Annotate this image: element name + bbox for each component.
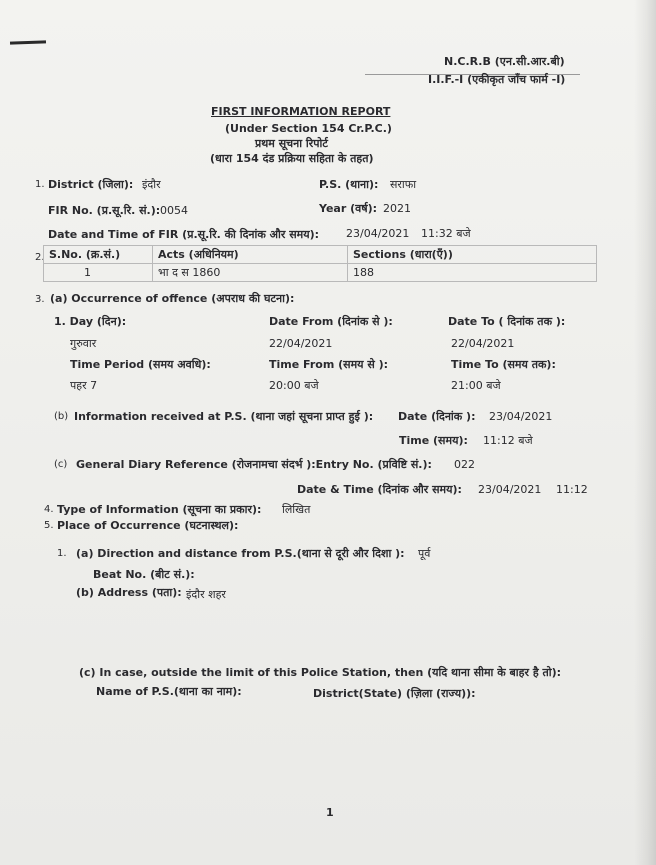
row-sno: 1 — [44, 264, 153, 282]
direction-value: पूर्व — [418, 547, 431, 560]
gd-entry-value: 022 — [454, 458, 475, 471]
year-label: Year (वर्ष): — [319, 202, 378, 215]
section-5-number: 5. — [44, 520, 54, 531]
hindi-title: प्रथम सूचना रिपोर्ट — [255, 137, 328, 150]
ncrb-code: N.C.R.B (एन.सी.आर.बी) — [444, 55, 565, 68]
hindi-section: (धारा 154 दंड प्रक्रिया सहिता के तहत) — [210, 152, 374, 165]
info-date-value: 23/04/2021 — [489, 410, 553, 423]
under-section: (Under Section 154 Cr.P.C.) — [225, 122, 392, 135]
address-value: इंदौर शहर — [186, 588, 226, 601]
date-to-value: 22/04/2021 — [451, 337, 515, 350]
address-label: (b) Address (पता): — [76, 586, 182, 599]
date-from-value: 22/04/2021 — [269, 337, 333, 350]
time-to-label: Time To (समय तक): — [451, 358, 556, 371]
year-value: 2021 — [383, 202, 411, 215]
page-number: 1 — [326, 806, 334, 819]
outside-limit-label: (c) In case, outside the limit of this Police Station, then (यदि थाना सीमा के बाहर है तो): — [79, 666, 562, 679]
header-sections: Sections (धारा(एँ)) — [348, 246, 597, 264]
ps-label: P.S. (थाना): — [319, 178, 379, 191]
acts-table-header — [44, 246, 597, 264]
header-sno: S.No. (क्र.सं.) — [44, 246, 153, 264]
gd-reference-label: General Diary Reference (रोजनामचा संदर्भ ):Entry No. (प्रविष्टि सं.): — [76, 458, 432, 471]
time-from-value: 20:00 बजे — [269, 379, 319, 392]
header-acts: Acts (अधिनियम) — [153, 246, 348, 264]
direction-label: (a) Direction and distance from P.S.(थाना से दूरी और दिशा ): — [76, 547, 405, 560]
report-title: FIRST INFORMATION REPORT — [211, 105, 391, 118]
page-edge-shadow — [634, 0, 656, 865]
place-label: Place of Occurrence (घटनास्थल): — [57, 519, 239, 532]
table-row — [44, 264, 597, 282]
section-2-number: 2. — [35, 252, 45, 263]
acts-table — [43, 245, 597, 282]
iif-code: I.I.F.-I (एकीकृत जाँच फार्म -I) — [428, 73, 566, 86]
occurrence-label: (a) Occurrence of offence (अपराध की घटना): — [50, 292, 295, 305]
date-from-label: Date From (दिनांक से ): — [269, 315, 393, 328]
time-to-value: 21:00 बजे — [451, 379, 501, 392]
info-date-label: Date (दिनांक ): — [398, 410, 476, 423]
date-to-label: Date To ( दिनांक तक ): — [448, 315, 566, 328]
beat-label: Beat No. (बीट सं.): — [93, 568, 195, 581]
day-value: गुरुवार — [70, 337, 97, 350]
ps-value: सराफा — [390, 178, 417, 191]
section-1-number: 1. — [35, 179, 45, 190]
district-value: इंदौर — [142, 178, 161, 191]
fir-datetime-label: Date and Time of FIR (प्र.सू.रि. की दिनांक और समय): — [48, 228, 320, 241]
subsection-c: (c) — [54, 459, 68, 470]
gd-time-value: 11:12 — [556, 483, 588, 496]
fir-date-value: 23/04/2021 — [346, 227, 410, 240]
info-time-value: 11:12 बजे — [483, 434, 533, 447]
section-4-number: 4. — [44, 504, 54, 515]
subsection-b: (b) — [54, 411, 69, 422]
outside-district-label: District(State) (ज़िला (राज्य)): — [313, 687, 476, 700]
row-act: भा द स 1860 — [153, 264, 348, 282]
fir-no-value: 0054 — [160, 204, 188, 217]
section-3-number: 3. — [35, 294, 45, 305]
info-type-label: Type of Information (सूचना का प्रकार): — [57, 503, 262, 516]
info-time-label: Time (समय): — [399, 434, 468, 447]
fir-time-value: 11:32 बजे — [421, 227, 471, 240]
outside-ps-name-label: Name of P.S.(थाना का नाम): — [96, 685, 242, 698]
district-label: District (जिला): — [48, 178, 134, 191]
gd-date-value: 23/04/2021 — [478, 483, 542, 496]
gd-datetime-label: Date & Time (दिनांक और समय): — [297, 483, 462, 496]
fir-no-label: FIR No. (प्र.सू.रि. सं.): — [48, 204, 161, 217]
day-label: 1. Day (दिन): — [54, 315, 127, 328]
info-type-value: लिखित — [282, 503, 311, 516]
row-section: 188 — [348, 264, 597, 282]
time-period-value: पहर 7 — [70, 379, 98, 392]
direction-number: 1. — [57, 548, 67, 559]
time-from-label: Time From (समय से ): — [269, 358, 389, 371]
time-period-label: Time Period (समय अवधि): — [70, 358, 211, 371]
info-received-label: Information received at P.S. (थाना जहां सूचना प्राप्त हुई ): — [74, 410, 374, 423]
pen-mark — [10, 40, 46, 44]
